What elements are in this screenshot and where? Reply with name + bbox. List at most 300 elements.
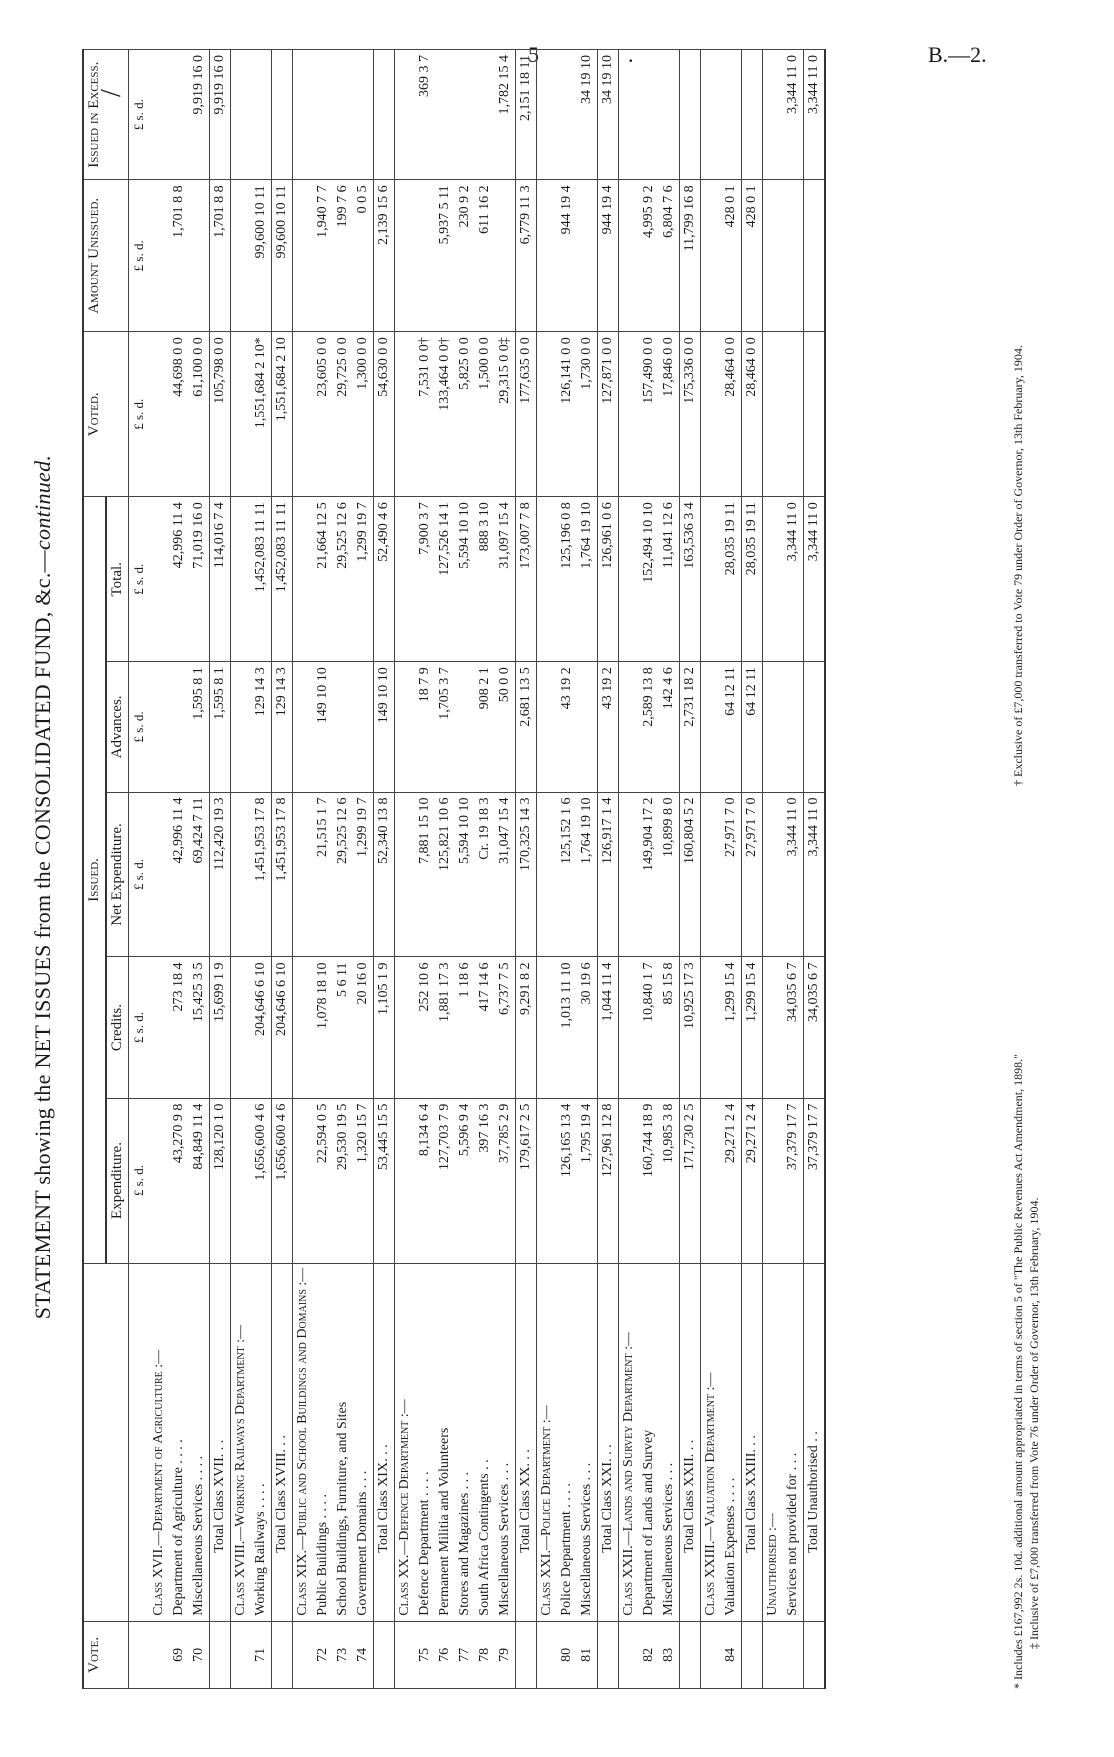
issued-in-excess-value — [557, 50, 577, 180]
issued-in-excess-value — [353, 50, 374, 180]
credits-value: 85 15 8 — [659, 957, 680, 1098]
credits-value: 1 18 6 — [455, 957, 475, 1098]
amount-unissued-value — [231, 180, 252, 332]
statement-title-continued: continued. — [30, 454, 55, 551]
vote-number — [680, 1621, 701, 1688]
total-row — [804, 50, 826, 1689]
amount-unissued-value: 6,779 11 3 — [516, 180, 537, 332]
credits-value — [231, 957, 252, 1098]
credits-value — [149, 957, 169, 1098]
footnote-asterisk: * Includes £167,992 2s. 10d. additional amount appropriated in terms of section 5 of "The Public Revenues Act Amendment, 1898." — [1011, 1053, 1025, 1689]
amount-unissued-value — [804, 180, 826, 332]
col-advances: Advances. — [106, 662, 129, 792]
voted-value — [149, 332, 169, 497]
total-value: 11,041 12 6 — [659, 497, 680, 662]
vote-description: Valuation Expenses . . . . — [721, 1263, 742, 1621]
amount-unissued-value — [763, 180, 784, 332]
voted-value: 7,531 0 0† — [415, 332, 435, 497]
voted-value — [619, 332, 640, 497]
issued-in-excess-value — [742, 50, 763, 180]
col-credits: Credits. — [106, 957, 129, 1098]
expenditure-value: 127,703 7 9 — [435, 1098, 455, 1263]
credits-value: 1,044 11 4 — [598, 957, 619, 1098]
advances-value — [619, 662, 640, 792]
issued-in-excess-value: 34 19 10 — [577, 50, 598, 180]
vote-number: 71 — [251, 1621, 272, 1688]
credits-value: 10,840 1 7 — [639, 957, 659, 1098]
total-value: 28,035 19 11 — [742, 497, 763, 662]
voted-value: 29,315 0 0‡ — [495, 332, 516, 497]
statement-title-main: STATEMENT showing the NET ISSUES from the CONSOLIDATED FUND, &c.— — [30, 550, 55, 1320]
advances-value: 43 19 2 — [598, 662, 619, 792]
class-heading: Class XVIII.—Working Railways Department :— — [231, 1263, 252, 1621]
issued-in-excess-value: 1,782 15 4 — [495, 50, 516, 180]
credits-value: 5 6 11 — [333, 957, 353, 1098]
advances-value: 129 14 3 — [272, 662, 293, 792]
voted-value: 127,871 0 0 — [598, 332, 619, 497]
net-expenditure-value — [231, 792, 252, 957]
total-label: Total Class XVIII. . . — [272, 1263, 293, 1621]
total-value: 1,299 19 7 — [353, 497, 374, 662]
total-label: Total Unauthorised . . — [804, 1263, 826, 1621]
amount-unissued-value — [619, 180, 640, 332]
voted-value — [763, 332, 784, 497]
net-expenditure-value: 69,424 7 11 — [189, 792, 210, 957]
net-expenditure-value: 1,451,953 17 8 — [272, 792, 293, 957]
issued-in-excess-value — [333, 50, 353, 180]
advances-value: 18 7 9 — [415, 662, 435, 792]
vote-description: South Africa Contingents . . — [475, 1263, 495, 1621]
table-row — [721, 50, 742, 1689]
table-body — [129, 50, 826, 1689]
expenditure-value: 171,730 2 5 — [680, 1098, 701, 1263]
expenditure-value: 1,656,600 4 6 — [272, 1098, 293, 1263]
issued-in-excess-value — [763, 50, 784, 180]
vote-number — [742, 1621, 763, 1688]
class-heading-row — [537, 50, 558, 1689]
total-value: 127,526 14 1 — [435, 497, 455, 662]
footnotes — [1010, 49, 1042, 1689]
advances-value — [169, 662, 189, 792]
voted-value: 1,551,684 2 10* — [251, 332, 272, 497]
net-expenditure-value: 27,971 7 0 — [742, 792, 763, 957]
footnote-double-dagger: ‡ Inclusive of £7,000 transferred from Vote 76 under Order of Governor, 13th February, 1904. — [1027, 1197, 1041, 1649]
voted-value — [783, 332, 804, 497]
net-expenditure-value — [619, 792, 640, 957]
vote-number — [804, 1621, 826, 1688]
total-value: 3,344 11 0 — [783, 497, 804, 662]
amount-unissued-value: 1,701 8 8 — [210, 180, 231, 332]
voted-value: 54,630 0 0 — [374, 332, 395, 497]
amount-unissued-value: 611 16 2 — [475, 180, 495, 332]
voted-value: 28,464 0 0 — [721, 332, 742, 497]
advances-value — [231, 662, 252, 792]
net-expenditure-value: 10,899 8 0 — [659, 792, 680, 957]
voted-value — [804, 332, 826, 497]
vote-number — [516, 1621, 537, 1688]
table-row — [455, 50, 475, 1689]
net-expenditure-value: 125,152 1 6 — [557, 792, 577, 957]
advances-value: 1,595 8 1 — [189, 662, 210, 792]
vote-description: Miscellaneous Services . . . — [577, 1263, 598, 1621]
vote-description: Government Domains . . . — [353, 1263, 374, 1621]
vote-description: Miscellaneous Services . . . — [659, 1263, 680, 1621]
net-expenditure-value — [701, 792, 722, 957]
net-expenditure-value — [149, 792, 169, 957]
issued-in-excess-value — [639, 50, 659, 180]
vote-number: 74 — [353, 1621, 374, 1688]
advances-value: 129 14 3 — [251, 662, 272, 792]
total-value — [149, 497, 169, 662]
class-heading-row — [293, 50, 314, 1689]
credits-value: 30 19 6 — [577, 957, 598, 1098]
vote-number: 80 — [557, 1621, 577, 1688]
net-expenditure-value: 170,325 14 3 — [516, 792, 537, 957]
vote-number: 81 — [577, 1621, 598, 1688]
vote-number: 75 — [415, 1621, 435, 1688]
net-expenditure-value: 29,525 12 6 — [333, 792, 353, 957]
amount-unissued-value: 428 0 1 — [742, 180, 763, 332]
class-heading: Class XIX.—Public and School Buildings and Domains :— — [293, 1263, 314, 1621]
vote-description: Public Buildings . . . . — [313, 1263, 333, 1621]
table-row — [475, 50, 495, 1689]
expenditure-value: 1,795 19 4 — [577, 1098, 598, 1263]
credits-value — [701, 957, 722, 1098]
expenditure-value — [293, 1098, 314, 1263]
credits-value: 15,699 1 9 — [210, 957, 231, 1098]
issued-in-excess-value — [680, 50, 701, 180]
amount-unissued-value — [537, 180, 558, 332]
vote-number — [783, 1621, 804, 1688]
voted-value: 157,490 0 0 — [639, 332, 659, 497]
credits-value: 1,078 18 10 — [313, 957, 333, 1098]
vote-description: School Buildings, Furniture, and Sites — [333, 1263, 353, 1621]
issued-in-excess-value — [721, 50, 742, 180]
expenditure-value: 84,849 11 4 — [189, 1098, 210, 1263]
issued-in-excess-value — [272, 50, 293, 180]
vote-number: 73 — [333, 1621, 353, 1688]
issued-in-excess-value — [701, 50, 722, 180]
advances-value — [395, 662, 416, 792]
net-expenditure-value: 1,299 19 7 — [353, 792, 374, 957]
total-row — [742, 50, 763, 1689]
credits-value: 34,035 6 7 — [783, 957, 804, 1098]
expenditure-value: 5,596 9 4 — [455, 1098, 475, 1263]
voted-value: 177,635 0 0 — [516, 332, 537, 497]
net-expenditure-value: Cr. 19 18 3 — [475, 792, 495, 957]
class-heading-row — [231, 50, 252, 1689]
issued-in-excess-value — [251, 50, 272, 180]
total-row — [680, 50, 701, 1689]
vote-number — [701, 1621, 722, 1688]
net-expenditure-value: 126,917 1 4 — [598, 792, 619, 957]
advances-value: 50 0 0 — [495, 662, 516, 792]
expenditure-value: 126,165 13 4 — [557, 1098, 577, 1263]
credits-value: 20 16 0 — [353, 957, 374, 1098]
net-expenditure-value: 112,420 19 3 — [210, 792, 231, 957]
vote-number: 77 — [455, 1621, 475, 1688]
total-value: 125,196 0 8 — [557, 497, 577, 662]
total-value — [293, 497, 314, 662]
vote-number — [293, 1621, 314, 1688]
advances-value: 142 4 6 — [659, 662, 680, 792]
net-expenditure-value: 3,344 11 0 — [783, 792, 804, 957]
advances-value: 43 19 2 — [557, 662, 577, 792]
class-heading: Class XXII.—Lands and Survey Department :— — [619, 1263, 640, 1621]
total-value: 42,996 11 4 — [169, 497, 189, 662]
vote-number: 69 — [169, 1621, 189, 1688]
total-value — [231, 497, 252, 662]
class-heading-row — [701, 50, 722, 1689]
issued-in-excess-value — [293, 50, 314, 180]
col-expenditure: Expenditure. — [106, 1098, 129, 1263]
vote-description: Department of Agriculture . . . . — [169, 1263, 189, 1621]
expenditure-value: 1,320 15 7 — [353, 1098, 374, 1263]
advances-value: 149 10 10 — [374, 662, 395, 792]
credits-value: 1,881 17 3 — [435, 957, 455, 1098]
amount-unissued-value: 2,139 15 6 — [374, 180, 395, 332]
voted-value: 175,336 0 0 — [680, 332, 701, 497]
vote-number: 72 — [313, 1621, 333, 1688]
total-row — [374, 50, 395, 1689]
expenditure-value — [619, 1098, 640, 1263]
vote-description: Defence Department . . . . — [415, 1263, 435, 1621]
total-label: Total Class XVII. . . — [210, 1263, 231, 1621]
amount-unissued-value: 428 0 1 — [721, 180, 742, 332]
vote-description: Department of Lands and Survey — [639, 1263, 659, 1621]
vote-description: Stores and Magazines . . . — [455, 1263, 475, 1621]
issued-in-excess-value — [619, 50, 640, 180]
advances-value — [763, 662, 784, 792]
expenditure-value: 29,530 19 5 — [333, 1098, 353, 1263]
class-heading-row — [763, 50, 784, 1689]
net-expenditure-value: 125,821 10 6 — [435, 792, 455, 957]
credits-value: 1,299 15 4 — [742, 957, 763, 1098]
advances-value: 1,595 8 1 — [210, 662, 231, 792]
amount-unissued-value: 99,600 10 11 — [272, 180, 293, 332]
advances-value: 2,681 13 5 — [516, 662, 537, 792]
total-value — [395, 497, 416, 662]
col-amount-unissued: Amount Unissued. — [83, 180, 129, 332]
amount-unissued-value: 0 0 5 — [353, 180, 374, 332]
class-heading: Class XX.—Defence Department :— — [395, 1263, 416, 1621]
total-value: 52,490 4 6 — [374, 497, 395, 662]
total-value: 31,097 15 4 — [495, 497, 516, 662]
vote-number — [537, 1621, 558, 1688]
net-expenditure-value — [293, 792, 314, 957]
credits-value: 417 14 6 — [475, 957, 495, 1098]
amount-unissued-value — [701, 180, 722, 332]
amount-unissued-value: 1,940 7 7 — [313, 180, 333, 332]
amount-unissued-value: 944 19 4 — [598, 180, 619, 332]
pen-tick-mark: / — [96, 89, 127, 97]
expenditure-value — [763, 1098, 784, 1263]
table-row — [251, 50, 272, 1689]
col-issued-in-excess: Issued in Excess. — [83, 50, 129, 180]
table-row — [313, 50, 333, 1689]
credits-value — [395, 957, 416, 1098]
vote-number — [395, 1621, 416, 1688]
amount-unissued-value — [495, 180, 516, 332]
amount-unissued-value: 199 7 6 — [333, 180, 353, 332]
page-dot: . — [628, 42, 634, 67]
table-row — [577, 50, 598, 1689]
voted-value: 29,725 0 0 — [333, 332, 353, 497]
class-heading: Class XXIII.—Valuation Department :— — [701, 1263, 722, 1621]
units-row — [129, 50, 150, 1689]
voted-value: 5,825 0 0 — [455, 332, 475, 497]
expenditure-value: 53,445 15 5 — [374, 1098, 395, 1263]
net-expenditure-value: 21,515 1 7 — [313, 792, 333, 957]
class-heading: Class XVII.—Department of Agriculture :— — [149, 1263, 169, 1621]
net-expenditure-value: 5,594 10 10 — [455, 792, 475, 957]
vote-number — [231, 1621, 252, 1688]
issued-in-excess-value: 2,151 18 11 — [516, 50, 537, 180]
credits-value — [763, 957, 784, 1098]
unit-label: £ s. d. — [129, 957, 150, 1098]
voted-value: 61,100 0 0 — [189, 332, 210, 497]
voted-value: 1,730 0 0 — [577, 332, 598, 497]
table-row — [639, 50, 659, 1689]
statement-title — [30, 107, 56, 1667]
issued-in-excess-value — [475, 50, 495, 180]
issued-in-excess-value — [169, 50, 189, 180]
net-expenditure-value — [537, 792, 558, 957]
unit-label: £ s. d. — [129, 50, 150, 180]
net-expenditure-value: 149,904 17 2 — [639, 792, 659, 957]
expenditure-value — [395, 1098, 416, 1263]
expenditure-value: 37,785 2 9 — [495, 1098, 516, 1263]
vote-number — [210, 1621, 231, 1688]
col-description — [83, 1263, 129, 1621]
expenditure-value: 1,656,600 4 6 — [251, 1098, 272, 1263]
table-row — [353, 50, 374, 1689]
total-row — [272, 50, 293, 1689]
table-row — [495, 50, 516, 1689]
vote-description: Permanent Militia and Volunteers — [435, 1263, 455, 1621]
unit-label: £ s. d. — [129, 662, 150, 792]
total-row — [210, 50, 231, 1689]
vote-description: Services not provided for . . . — [783, 1263, 804, 1621]
advances-value — [455, 662, 475, 792]
advances-value — [701, 662, 722, 792]
total-value: 114,016 7 4 — [210, 497, 231, 662]
total-value: 173,007 7 8 — [516, 497, 537, 662]
total-value: 28,035 19 11 — [721, 497, 742, 662]
vote-number — [619, 1621, 640, 1688]
advances-value — [804, 662, 826, 792]
voted-value: 1,500 0 0 — [475, 332, 495, 497]
vote-number — [763, 1621, 784, 1688]
document-reference: B.—2. — [928, 42, 987, 67]
net-issues-table — [82, 49, 826, 1689]
issued-in-excess-value: 9,919 16 0 — [189, 50, 210, 180]
vote-description: Police Department . . . . — [557, 1263, 577, 1621]
voted-value — [293, 332, 314, 497]
total-value: 888 3 10 — [475, 497, 495, 662]
expenditure-value: 43,270 9 8 — [169, 1098, 189, 1263]
col-voted: Voted. — [83, 332, 129, 497]
voted-value: 1,551,684 2 10 — [272, 332, 293, 497]
issued-in-excess-value — [537, 50, 558, 180]
total-value: 1,764 19 10 — [577, 497, 598, 662]
table-row — [659, 50, 680, 1689]
credits-value: 1,105 1 9 — [374, 957, 395, 1098]
amount-unissued-value: 1,701 8 8 — [169, 180, 189, 332]
expenditure-value: 397 16 3 — [475, 1098, 495, 1263]
expenditure-value: 22,594 0 5 — [313, 1098, 333, 1263]
advances-value — [149, 662, 169, 792]
vote-number: 78 — [475, 1621, 495, 1688]
voted-value — [395, 332, 416, 497]
table-row — [333, 50, 353, 1689]
voted-value — [231, 332, 252, 497]
credits-value: 6,737 7 5 — [495, 957, 516, 1098]
advances-value: 1,705 3 7 — [435, 662, 455, 792]
credits-value: 252 10 6 — [415, 957, 435, 1098]
col-vote: Vote. — [83, 1621, 129, 1688]
total-value: 1,452,083 11 11 — [251, 497, 272, 662]
col-net-expenditure: Net Expenditure. — [106, 792, 129, 957]
advances-value: 64 12 11 — [742, 662, 763, 792]
col-issued: Issued. — [83, 497, 106, 1263]
voted-value: 17,846 0 0 — [659, 332, 680, 497]
footnote-dagger: † Exclusive of £7,000 transferred to Vote 79 under Order of Governor, 13th February, 1904. — [1011, 345, 1025, 786]
issued-in-excess-value — [149, 50, 169, 180]
advances-value — [783, 662, 804, 792]
net-expenditure-value: 31,047 15 4 — [495, 792, 516, 957]
vote-number: 82 — [639, 1621, 659, 1688]
total-value: 7,900 3 7 — [415, 497, 435, 662]
table-row — [415, 50, 435, 1689]
table-row — [169, 50, 189, 1689]
expenditure-value: 128,120 1 0 — [210, 1098, 231, 1263]
voted-value: 1,300 0 0 — [353, 332, 374, 497]
expenditure-value: 29,271 2 4 — [742, 1098, 763, 1263]
net-expenditure-value: 7,881 15 10 — [415, 792, 435, 957]
table-row — [435, 50, 455, 1689]
amount-unissued-value — [149, 180, 169, 332]
total-label: Total Class XIX. . . — [374, 1263, 395, 1621]
total-value: 71,019 16 0 — [189, 497, 210, 662]
voted-value — [537, 332, 558, 497]
vote-number — [374, 1621, 395, 1688]
expenditure-value: 37,379 17 7 — [804, 1098, 826, 1263]
expenditure-value: 10,985 3 8 — [659, 1098, 680, 1263]
vote-description: Miscellaneous Services . . . — [495, 1263, 516, 1621]
voted-value: 44,698 0 0 — [169, 332, 189, 497]
advances-value — [537, 662, 558, 792]
issued-in-excess-value — [659, 50, 680, 180]
unit-label: £ s. d. — [129, 1098, 150, 1263]
expenditure-value: 160,744 18 9 — [639, 1098, 659, 1263]
advances-value — [577, 662, 598, 792]
vote-number: 79 — [495, 1621, 516, 1688]
total-value: 3,344 11 0 — [804, 497, 826, 662]
vote-number: 83 — [659, 1621, 680, 1688]
amount-unissued-value: 230 9 2 — [455, 180, 475, 332]
total-value: 5,594 10 10 — [455, 497, 475, 662]
advances-value — [333, 662, 353, 792]
voted-value: 28,464 0 0 — [742, 332, 763, 497]
vote-number: 76 — [435, 1621, 455, 1688]
voted-value: 105,798 0 0 — [210, 332, 231, 497]
expenditure-value — [149, 1098, 169, 1263]
amount-unissued-value: 11,799 16 8 — [680, 180, 701, 332]
issued-in-excess-value: 34 19 10 — [598, 50, 619, 180]
advances-value: 908 2 1 — [475, 662, 495, 792]
expenditure-value: 8,134 6 4 — [415, 1098, 435, 1263]
